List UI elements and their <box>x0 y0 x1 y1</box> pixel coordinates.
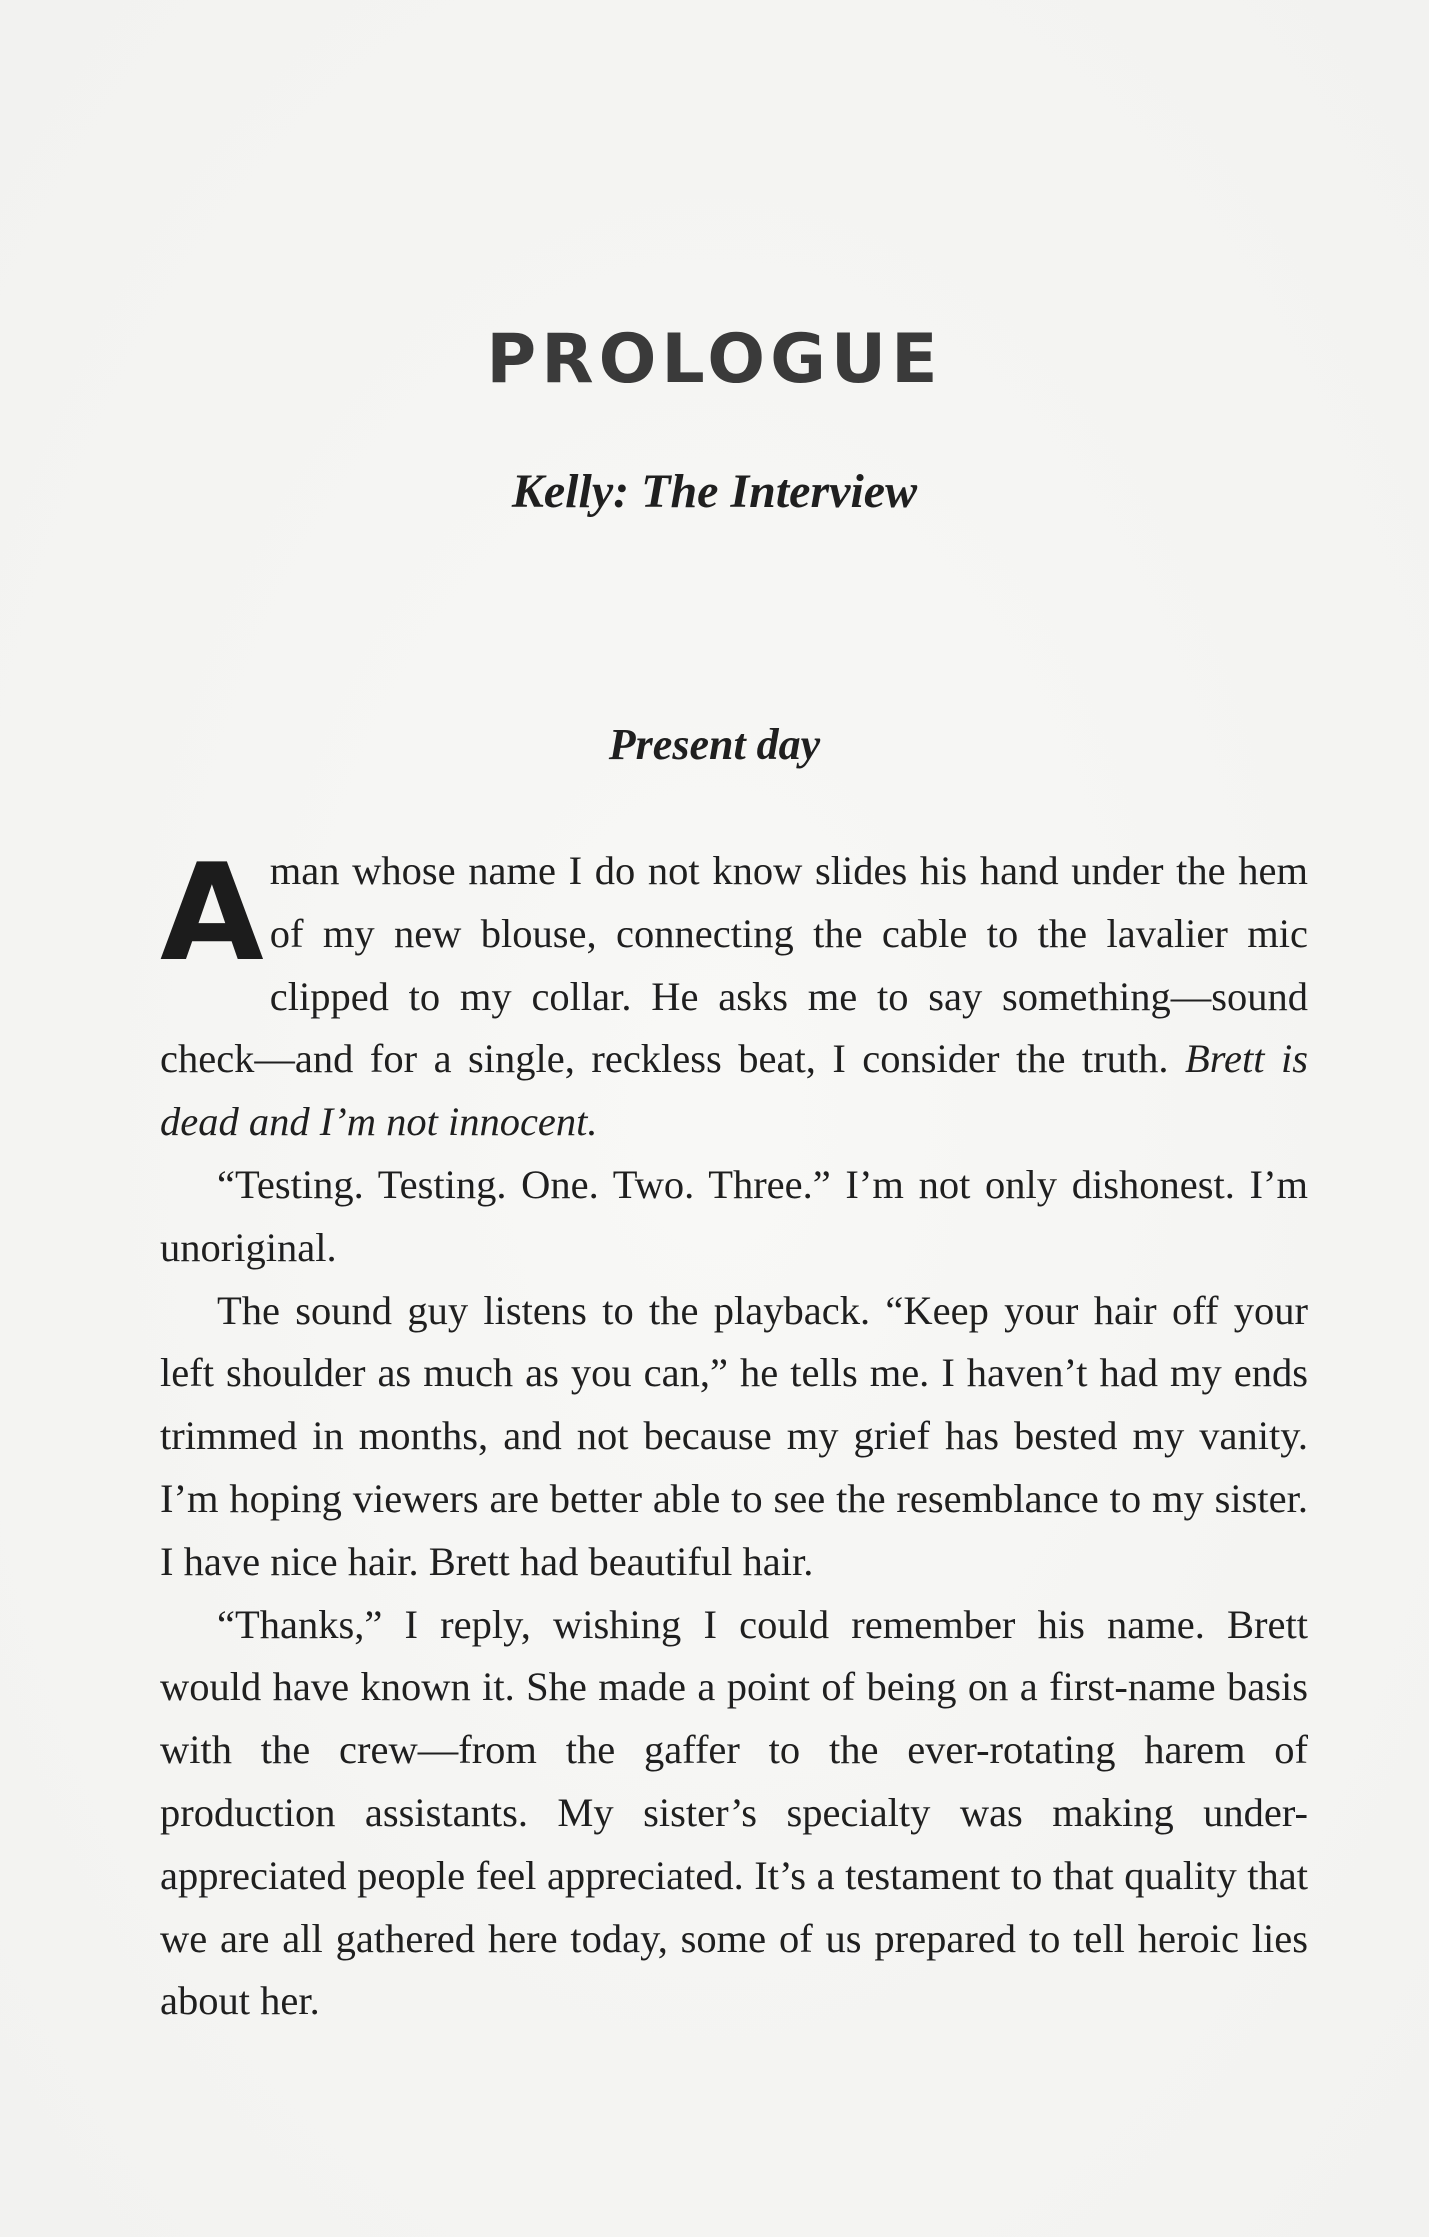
paragraph-1-italic: Brett is dead and I’m not innocent. <box>160 1036 1308 1145</box>
time-note: Present day <box>608 720 821 769</box>
paragraph-1 <box>160 835 1308 1154</box>
paragraph-2: “Testing. Testing. One. Two. Three.” I’m not only dishonest. I’m unoriginal. <box>160 1161 1308 1270</box>
chapter-title: PROLOGUE <box>486 320 943 399</box>
drop-cap: A <box>160 835 264 991</box>
prologue-body <box>160 835 1308 2033</box>
paragraph-1-text: man whose name I do not know slides his hand under the hem of my new blouse, connecting the cable to the lavalier mic clipped to my collar. He asks me to say something—sound check—and for a single, reckless beat, I consider the truth. <box>160 848 1308 1082</box>
paragraph-3: The sound guy listens to the playback. “Keep your hair off your left shoulder as much as you can,” he tells me. I haven’t had my ends trimmed in months, and not because my grief has bested my vanity. I’m hoping viewers are better able to see the resemblance to my sister. I have nice hair. Brett had beautiful hair. <box>160 1287 1308 1584</box>
chapter-subtitle: Kelly: The Interview <box>511 465 918 518</box>
paragraph-4: “Thanks,” I reply, wishing I could remember his name. Brett would have known it. She made a point of being on a first-name basis with the crew—from the gaffer to the ever-rotating harem of production assistants. My sister’s specialty was making under-appreciated people feel appreciated. It’s a testament to that quality that we are all gathered here today, some of us prepared to tell heroic lies about her. <box>160 1601 1308 2024</box>
